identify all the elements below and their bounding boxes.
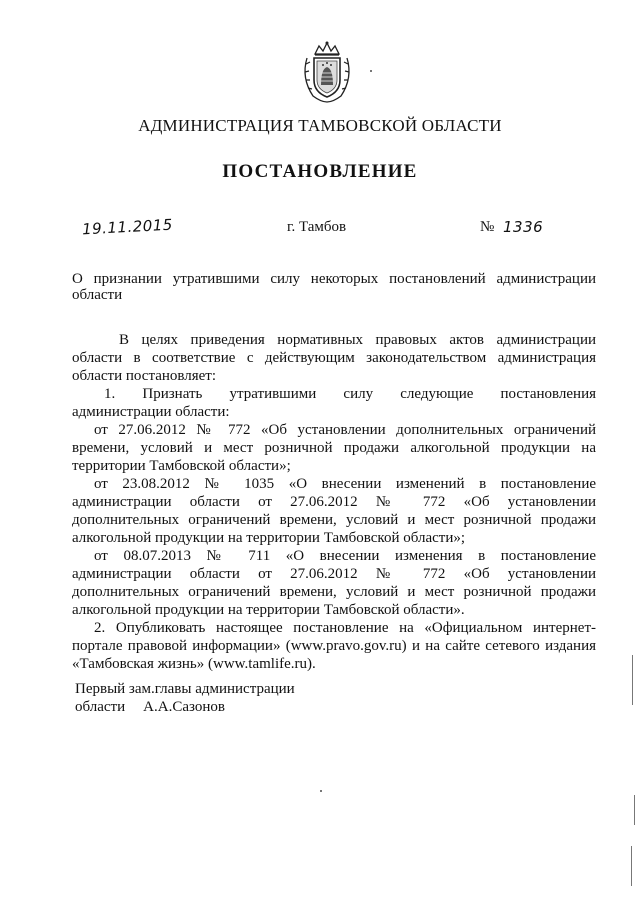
body-line: «Тамбовская жизнь» (www.tamlife.ru). xyxy=(72,656,316,672)
body-line: администрации области: xyxy=(72,404,230,420)
body-line: области постановляет: xyxy=(72,368,217,384)
body-line: времени, условий и мест розничной продажи алкогольной продукции на xyxy=(72,440,596,456)
body-line: В целях приведения нормативных правовых актов администрации xyxy=(119,332,596,348)
scan-mark xyxy=(320,790,322,792)
body-line: алкогольной продукции на территории Тамбовской области». xyxy=(72,602,465,618)
body-line: от 27.06.2012 № 772 «Об установлении дополнительных ограничений xyxy=(94,422,596,438)
handwritten-number: 1336 xyxy=(503,218,544,236)
subject-text: О признании утратившими силу некоторых постановлений администрации области xyxy=(72,271,596,303)
coat-of-arms-emblem xyxy=(297,40,357,104)
body-line: 2. Опубликовать настоящее постановление на «Официальном интернет- xyxy=(94,620,596,636)
body-line: от 23.08.2012 № 1035 «О внесении изменений в постановление xyxy=(94,476,596,492)
body-line: дополнительных ограничений времени, условий и мест розничной продажи xyxy=(72,584,596,600)
authority-name: АДМИНИСТРАЦИЯ ТАМБОВСКОЙ ОБЛАСТИ xyxy=(138,116,502,135)
scan-mark xyxy=(634,795,635,825)
document-body xyxy=(72,331,596,673)
body-line: алкогольной продукции на территории Тамбовской области»; xyxy=(72,530,466,546)
body-line: дополнительных ограничений времени, условий и мест розничной продажи xyxy=(72,512,596,528)
signatory-position-cont: области xyxy=(75,699,126,715)
scan-mark xyxy=(632,655,633,705)
body-line: области в соответствие с действующим законодательством администрация xyxy=(72,350,596,366)
body-line: администрации области от 27.06.2012 № 772 «Об установлении xyxy=(72,494,596,510)
body-line: 1. Признать утратившими силу следующие постановления xyxy=(104,386,596,402)
number-label: № xyxy=(480,219,495,235)
body-line: портале правовой информации» (www.pravo.gov.ru) и на сайте сетевого издания xyxy=(72,638,596,654)
signatory-line xyxy=(75,698,295,716)
body-line: администрации области от 27.06.2012 № 772 «Об установлении xyxy=(72,566,596,582)
document-subject xyxy=(72,271,596,303)
handwritten-date: 19.11.2015 xyxy=(81,215,174,239)
city-label: г. Тамбов xyxy=(287,219,347,235)
body-line: территории Тамбовской области»; xyxy=(72,458,291,474)
signature-block xyxy=(75,680,295,716)
signatory-position: Первый зам.главы администрации xyxy=(75,681,295,697)
signatory-name: А.А.Сазонов xyxy=(143,699,225,715)
document-title: ПОСТАНОВЛЕНИЕ xyxy=(222,161,418,182)
body-line: от 08.07.2013 № 711 «О внесении изменения в постановление xyxy=(94,548,596,564)
scan-mark xyxy=(370,70,372,72)
scan-mark xyxy=(631,846,632,886)
